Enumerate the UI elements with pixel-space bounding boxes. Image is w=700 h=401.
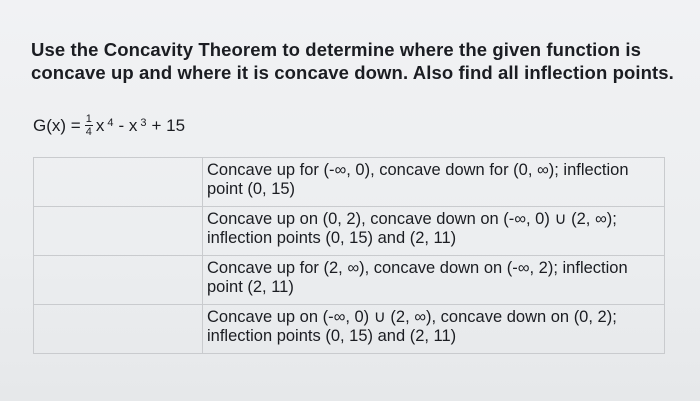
choice-select-cell[interactable] (34, 158, 203, 207)
choice-line: Concave up for (2, ∞), concave down on (-∞, 2); inflection (207, 259, 628, 277)
coefficient-fraction (85, 114, 93, 138)
choice-text-cell[interactable] (203, 158, 665, 207)
choice-select-cell[interactable] (34, 207, 203, 256)
choice-line: inflection points (0, 15) and (2, 11) (207, 229, 457, 247)
fraction-denominator: 4 (85, 126, 92, 138)
choice-text-cell[interactable] (203, 207, 665, 256)
question-line-2: concave up and where it is concave down. Also find all inflection points. (31, 62, 674, 83)
choice-text-cell[interactable] (203, 305, 665, 354)
answer-choice-row[interactable] (34, 207, 665, 256)
exponent-four: 4 (107, 117, 114, 129)
choice-line: point (2, 11) (207, 278, 294, 296)
formula-variable: x (95, 116, 105, 135)
question-line-1: Use the Concavity Theorem to determine where the given function is (31, 39, 642, 60)
choice-line: point (0, 15) (207, 180, 296, 198)
formula-constant: + 15 (151, 116, 186, 135)
formula-lhs: G(x) = (33, 116, 81, 135)
choice-text-cell[interactable] (203, 256, 665, 305)
choice-select-cell[interactable] (34, 256, 203, 305)
choice-line: Concave up for (-∞, 0), concave down for (0, ∞); inflection (207, 161, 629, 179)
answer-choices-table (33, 157, 665, 354)
question-text (31, 38, 674, 84)
fraction-numerator: 1 (85, 113, 92, 125)
choice-line: inflection points (0, 15) and (2, 11) (207, 327, 457, 345)
choice-select-cell[interactable] (34, 305, 203, 354)
function-formula (33, 114, 185, 138)
exponent-three: 3 (140, 117, 147, 129)
answer-choice-row[interactable] (34, 256, 665, 305)
choice-line: Concave up on (-∞, 0) ∪ (2, ∞), concave down on (0, 2); (207, 308, 617, 326)
answer-choice-row[interactable] (34, 305, 665, 354)
answer-choice-row[interactable] (34, 158, 665, 207)
choice-line: Concave up on (0, 2), concave down on (-∞, 0) ∪ (2, ∞); (207, 210, 617, 228)
formula-minus-term: - x (118, 116, 138, 135)
